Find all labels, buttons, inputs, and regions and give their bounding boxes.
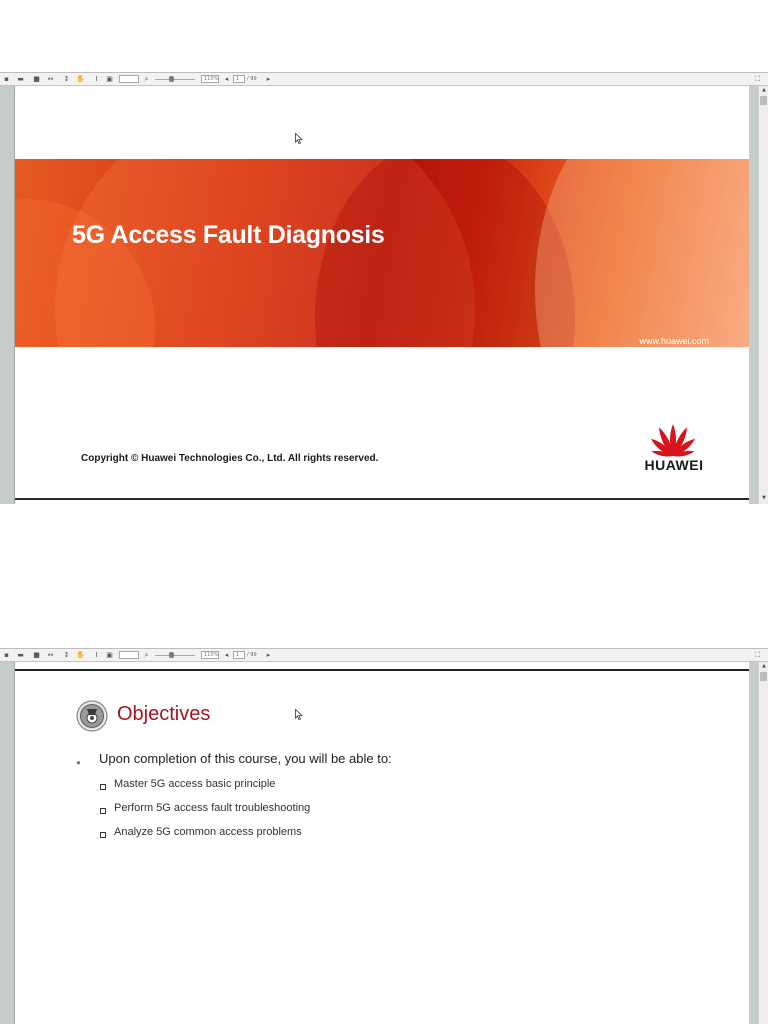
save-icon[interactable]: ▪ [4, 651, 9, 659]
logo-wordmark: HUAWEI [644, 457, 704, 473]
search-input[interactable] [119, 651, 139, 659]
save-icon[interactable]: ▪ [4, 75, 9, 83]
zoom-slider[interactable] [155, 79, 195, 80]
print-icon[interactable]: ▬ [17, 651, 24, 659]
fit-page-icon[interactable]: ■ [33, 651, 40, 659]
zoom-icon[interactable]: ⌕ [144, 651, 149, 659]
fit-page-icon[interactable]: ■ [33, 75, 40, 83]
hand-icon[interactable]: ✋ [76, 651, 85, 659]
fit-height-icon[interactable]: ↕ [63, 651, 70, 659]
viewer-toolbar [0, 72, 768, 86]
vertical-scrollbar[interactable] [758, 86, 768, 504]
vertical-scrollbar[interactable] [758, 662, 768, 1024]
scroll-up-icon[interactable]: ▲ [762, 87, 766, 93]
zoom-slider-knob[interactable] [169, 76, 174, 82]
objective-item: Perform 5G access fault troubleshooting [114, 802, 311, 814]
lock-icon[interactable]: ▣ [106, 75, 113, 83]
hand-icon[interactable]: ✋ [76, 75, 85, 83]
viewer-toolbar [0, 648, 768, 662]
prev-page-icon[interactable]: ◂ [224, 651, 229, 659]
next-page-icon[interactable]: ▸ [266, 651, 271, 659]
zoom-slider[interactable] [155, 655, 195, 656]
page-count: / 99 [247, 76, 257, 82]
search-input[interactable] [119, 75, 139, 83]
fullscreen-icon[interactable]: ⛶ [755, 651, 760, 659]
scroll-down-icon[interactable]: ▼ [762, 495, 766, 501]
page-divider [15, 669, 749, 671]
objective-item: Master 5G access basic principle [114, 778, 276, 790]
document-viewer-2 [0, 648, 768, 1024]
copyright-text: Copyright © Huawei Technologies Co., Ltd. All rights reserved. [81, 453, 379, 464]
zoom-icon[interactable]: ⌕ [144, 75, 149, 83]
page-count: / 99 [247, 652, 257, 658]
scroll-thumb[interactable] [760, 96, 767, 105]
fullscreen-icon[interactable]: ⛶ [755, 75, 760, 83]
mouse-cursor-icon [295, 709, 303, 720]
left-gutter [0, 86, 15, 504]
zoom-level-field[interactable]: 110% [201, 651, 219, 659]
page-divider [15, 498, 749, 500]
website-link[interactable]: www.huawei.com [639, 336, 709, 346]
scroll-thumb[interactable] [760, 672, 767, 681]
title-banner [15, 159, 749, 347]
zoom-level-field[interactable]: 110% [201, 75, 219, 83]
square-bullet-icon [100, 808, 106, 814]
slide-page-1 [15, 86, 749, 504]
zoom-slider-knob[interactable] [169, 652, 174, 658]
objectives-target-icon [76, 700, 108, 732]
next-page-icon[interactable]: ▸ [266, 75, 271, 83]
right-gutter [749, 662, 758, 1024]
slide-page-2 [15, 662, 749, 1024]
fit-width-icon[interactable]: ↔ [47, 651, 54, 659]
lock-icon[interactable]: ▣ [106, 651, 113, 659]
bullet-dot-icon: ● [76, 758, 81, 767]
page-number-input[interactable]: 1 [233, 75, 245, 83]
section-heading: Objectives [117, 703, 211, 725]
slide-title: 5G Access Fault Diagnosis [72, 221, 385, 249]
print-icon[interactable]: ▬ [17, 75, 24, 83]
scroll-up-icon[interactable]: ▲ [762, 663, 766, 669]
select-icon[interactable]: I [95, 75, 98, 83]
document-viewer-1 [0, 72, 768, 504]
objectives-intro: Upon completion of this course, you will be able to: [99, 751, 392, 766]
square-bullet-icon [100, 832, 106, 838]
page-number-input[interactable]: 1 [233, 651, 245, 659]
fit-height-icon[interactable]: ↕ [63, 75, 70, 83]
mouse-cursor-icon [295, 133, 303, 144]
fit-width-icon[interactable]: ↔ [47, 75, 54, 83]
square-bullet-icon [100, 784, 106, 790]
prev-page-icon[interactable]: ◂ [224, 75, 229, 83]
select-icon[interactable]: I [95, 651, 98, 659]
right-gutter [749, 86, 758, 504]
objective-item: Analyze 5G common access problems [114, 826, 302, 838]
left-gutter [0, 662, 15, 1024]
